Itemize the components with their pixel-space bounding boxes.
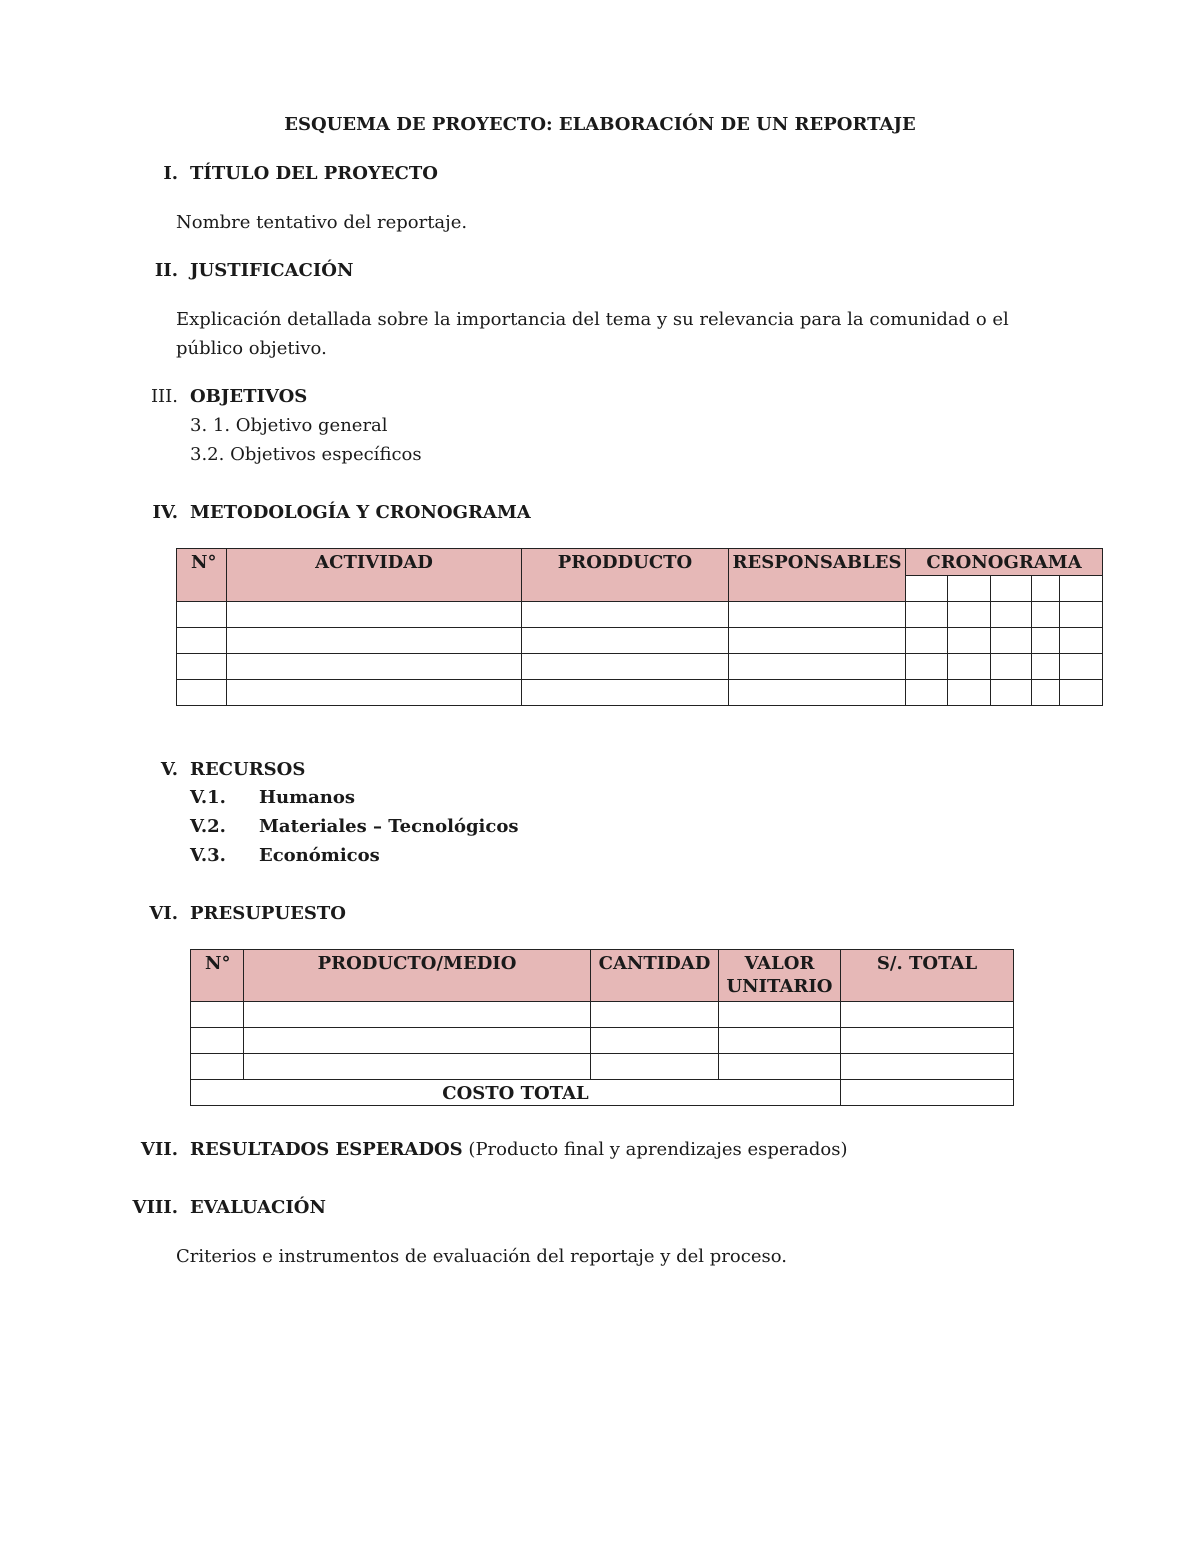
objective-item-general: 3. 1. Objetivo general [190,415,388,436]
section-heading-objetivos: OBJETIVOS [190,386,308,407]
cronograma-slot [1060,576,1103,602]
budget-header-total: S/. TOTAL [841,950,1014,1002]
budget-header-producto-medio: PRODUCTO/MEDIO [244,950,591,1002]
section-number-5: V. [160,759,178,780]
resource-label-humanos: Humanos [259,787,356,808]
section-heading-resultados: RESULTADOS ESPERADOS [190,1139,463,1160]
objective-item-especificos: 3.2. Objetivos específicos [190,444,422,465]
section-heading-titulo: TÍTULO DEL PROYECTO [190,163,438,184]
table-row [177,654,1103,680]
table-row [177,602,1103,628]
section-heading-evaluacion: EVALUACIÓN [190,1197,326,1218]
cronograma-slot [1032,576,1060,602]
schedule-table [176,548,1103,706]
schedule-header-producto: PRODDUCTO [522,549,729,602]
section-number-4: IV. [152,502,178,523]
table-row [177,680,1103,706]
section-note-resultados: (Producto final y aprendizajes esperados) [468,1139,848,1160]
section-text-justificacion-line2: público objetivo. [176,338,327,359]
section-number-2: II. [154,260,178,281]
resource-code-2: V.2. [190,816,226,837]
section-number-1: I. [163,163,178,184]
budget-total-value [841,1080,1014,1106]
resource-code-1: V.1. [190,787,226,808]
section-heading-presupuesto: PRESUPUESTO [190,903,346,924]
section-text-titulo: Nombre tentativo del reportaje. [176,212,468,233]
section-heading-justificacion: JUSTIFICACIÓN [190,260,354,281]
section-number-7: VII. [140,1139,178,1160]
schedule-header-cronograma: CRONOGRAMA [906,549,1103,576]
cronograma-slot [948,576,991,602]
budget-header-num: N° [191,950,244,1002]
table-row [191,1054,1014,1080]
section-number-6: VI. [149,903,178,924]
resource-label-economicos: Económicos [259,845,380,866]
section-number-8: VIII. [132,1197,178,1218]
cronograma-slot [906,576,948,602]
section-heading-resultados-line [190,1138,848,1162]
schedule-header-actividad: ACTIVIDAD [227,549,522,602]
document-title: ESQUEMA DE PROYECTO: ELABORACIÓN DE UN REPORTAJE [284,114,916,135]
schedule-header-responsables: RESPONSABLES [729,549,906,602]
table-row [191,1028,1014,1054]
table-row [191,1002,1014,1028]
section-text-evaluacion: Criterios e instrumentos de evaluación del reportaje y del proceso. [176,1246,787,1267]
budget-table [190,949,1014,1106]
section-text-justificacion-line1: Explicación detallada sobre la importancia del tema y su relevancia para la comunidad o el [176,309,1009,330]
budget-header-valor-unitario: VALOR UNITARIO [719,950,841,1002]
resource-code-3: V.3. [190,845,226,866]
section-heading-recursos: RECURSOS [190,759,306,780]
resource-label-materiales: Materiales – Tecnológicos [259,816,519,837]
section-heading-metodologia: METODOLOGÍA Y CRONOGRAMA [190,502,531,523]
budget-header-cantidad: CANTIDAD [591,950,719,1002]
schedule-header-num: N° [177,549,227,602]
section-number-3: III. [150,386,178,407]
table-row [177,628,1103,654]
budget-total-label: COSTO TOTAL [191,1080,841,1106]
cronograma-slot [991,576,1032,602]
